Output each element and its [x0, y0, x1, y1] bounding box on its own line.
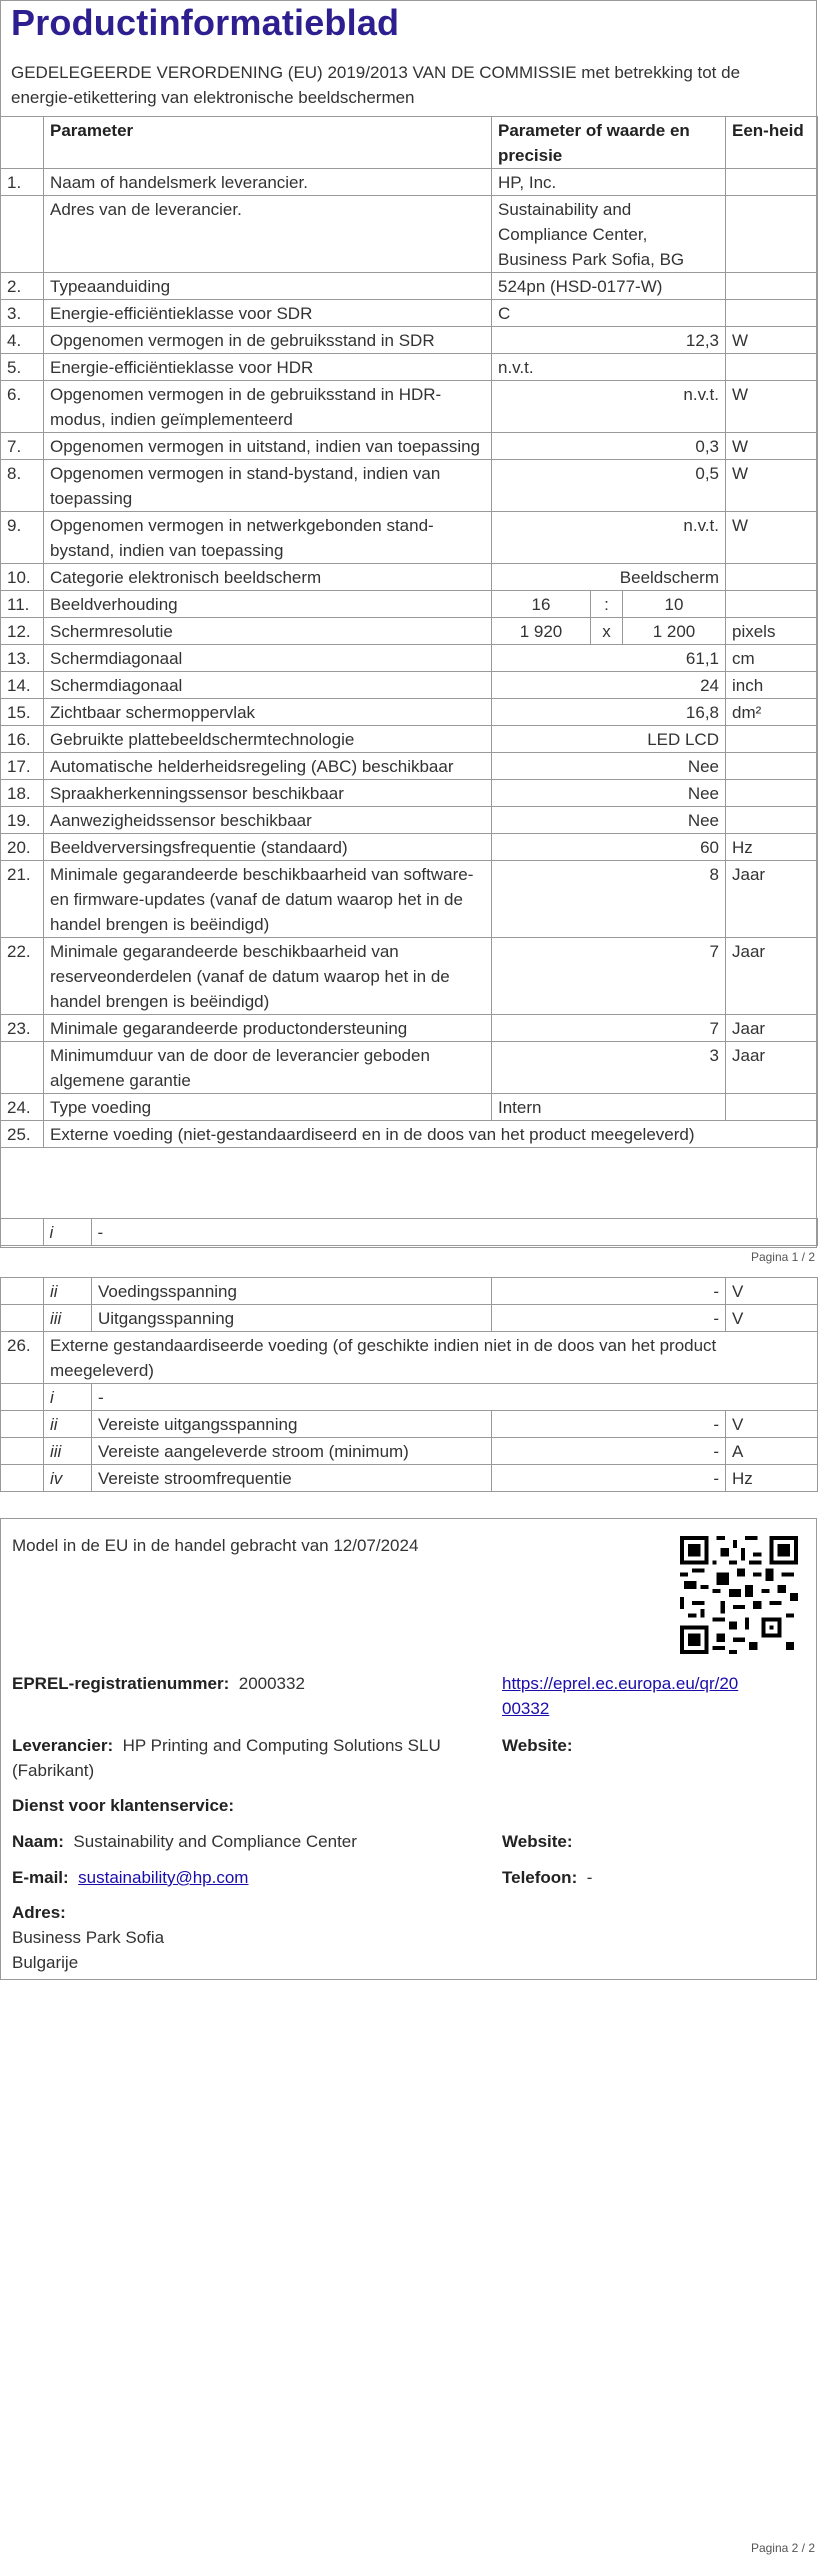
- row-value-2: 1 200: [623, 618, 726, 645]
- row-label: Zichtbaar schermoppervlak: [44, 699, 492, 726]
- row-unit: cm: [726, 645, 818, 672]
- email-label: E-mail:: [12, 1868, 69, 1887]
- eprel-link[interactable]: [502, 1671, 738, 1721]
- table-row: [1, 300, 818, 327]
- row-label: Uitgangsspanning: [92, 1305, 492, 1332]
- customer-service-label: Dienst voor klantenservice:: [12, 1796, 235, 1815]
- row-value: LED LCD: [492, 726, 726, 753]
- table-row: [1, 645, 818, 672]
- row-label: Voedingsspanning: [92, 1278, 492, 1305]
- supplier-role: (Fabrikant): [12, 1761, 95, 1780]
- row-value: -: [92, 1384, 818, 1411]
- row-value: -: [492, 1411, 726, 1438]
- row-label: Typeaanduiding: [44, 273, 492, 300]
- parameter-table-continued: [0, 1277, 818, 1492]
- phone-value: -: [586, 1868, 593, 1887]
- row-label: Minimale gegarandeerde beschikbaarheid van software- en firmware-updates (vanaf de datum waarop het in de handel brengen is beëindigd): [44, 861, 492, 938]
- row-label: Schermdiagonaal: [44, 672, 492, 699]
- row-value: 7: [492, 938, 726, 1015]
- column-header-unit: Een-heid: [726, 117, 818, 169]
- row-number: 26.: [1, 1332, 44, 1384]
- parameter-table: [0, 116, 818, 1148]
- row-label: Opgenomen vermogen in netwerkgebonden stand-bystand, indien van toepassing: [44, 512, 492, 564]
- table-row: [1, 381, 818, 433]
- row-sub-number: iv: [44, 1465, 92, 1492]
- table-row: [1, 433, 818, 460]
- row-value: 16,8: [492, 699, 726, 726]
- table-row: [1, 1015, 818, 1042]
- row-unit: W: [726, 512, 818, 564]
- row-unit: dm²: [726, 699, 818, 726]
- row-sub-number: iii: [44, 1438, 92, 1465]
- row-unit: V: [726, 1278, 818, 1305]
- table-row: [1, 699, 818, 726]
- row-value-1: 16: [492, 591, 591, 618]
- table-row: [1, 1438, 818, 1465]
- row-label: Minimale gegarandeerde productondersteuning: [44, 1015, 492, 1042]
- row-unit: V: [726, 1305, 818, 1332]
- address-line-2: Bulgarije: [12, 1953, 79, 1972]
- qr-code-icon[interactable]: [680, 1536, 798, 1654]
- phone-label: Telefoon:: [502, 1868, 578, 1887]
- page-number-1: Pagina 1 / 2: [750, 1250, 815, 1264]
- table-row: [1, 1042, 818, 1094]
- row-label: Schermdiagonaal: [44, 645, 492, 672]
- row-number: 24.: [1, 1094, 44, 1121]
- row-number: 8.: [1, 460, 44, 512]
- table-row: [1, 512, 818, 564]
- table-row: [1, 273, 818, 300]
- row-value: Nee: [492, 807, 726, 834]
- row-number: 4.: [1, 327, 44, 354]
- row-unit: Jaar: [726, 938, 818, 1015]
- row-label: Automatische helderheidsregeling (ABC) beschikbaar: [44, 753, 492, 780]
- page-number-2: Pagina 2 / 2: [750, 2541, 815, 2555]
- table-row: [1, 169, 818, 196]
- email-link[interactable]: sustainability@hp.com: [78, 1868, 249, 1887]
- row-label: Categorie elektronisch beeldscherm: [44, 564, 492, 591]
- row-number: 16.: [1, 726, 44, 753]
- eprel-link-line-2[interactable]: 00332: [502, 1699, 550, 1718]
- row-sub-number: i: [44, 1384, 92, 1411]
- table-row: [1, 753, 818, 780]
- row-value: 0,5: [492, 460, 726, 512]
- row-unit: inch: [726, 672, 818, 699]
- row-sub-number: ii: [44, 1411, 92, 1438]
- row-separator: :: [591, 591, 623, 618]
- page-title: Productinformatieblad: [11, 2, 400, 43]
- row-label: Adres van de leverancier.: [44, 196, 492, 273]
- row-number: 19.: [1, 807, 44, 834]
- row-label: Naam of handelsmerk leverancier.: [44, 169, 492, 196]
- row-label: Minimumduur van de door de leverancier geboden algemene garantie: [44, 1042, 492, 1094]
- row-value: HP, Inc.: [492, 169, 726, 196]
- row-label: Externe voeding (niet-gestandaardiseerd en in de doos van het product meegeleverd): [44, 1121, 818, 1148]
- eprel-label: EPREL-registratienummer:: [12, 1674, 230, 1693]
- row-value: 24: [492, 672, 726, 699]
- row-number: 5.: [1, 354, 44, 381]
- table-row: [1, 591, 818, 618]
- table-row: [1, 1384, 818, 1411]
- row-label: Type voeding: [44, 1094, 492, 1121]
- row-unit: W: [726, 433, 818, 460]
- supplier-name: HP Printing and Computing Solutions SLU: [122, 1736, 441, 1755]
- table-row: [0, 1219, 817, 1246]
- table-row: [1, 1465, 818, 1492]
- row-unit: pixels: [726, 618, 818, 645]
- table-row: [1, 672, 818, 699]
- row-number: 21.: [1, 861, 44, 938]
- row-value: n.v.t.: [492, 512, 726, 564]
- row-value: -: [91, 1219, 817, 1246]
- row-unit: W: [726, 381, 818, 433]
- row-value-2: 10: [623, 591, 726, 618]
- row-number: 22.: [1, 938, 44, 1015]
- row-number: 14.: [1, 672, 44, 699]
- row-value: 12,3: [492, 327, 726, 354]
- address-label: Adres:: [12, 1903, 66, 1922]
- row-sub-number: iii: [44, 1305, 92, 1332]
- row-value: -: [492, 1438, 726, 1465]
- row-label: Opgenomen vermogen in de gebruiksstand in SDR: [44, 327, 492, 354]
- website-2-label: Website:: [502, 1832, 573, 1851]
- table-row: [1, 460, 818, 512]
- table-row: [1, 618, 818, 645]
- row-value: C: [492, 300, 726, 327]
- row-value: n.v.t.: [492, 354, 726, 381]
- table-row: [1, 780, 818, 807]
- row-unit: Jaar: [726, 1042, 818, 1094]
- row-number: 2.: [1, 273, 44, 300]
- row-label: Vereiste stroomfrequentie: [92, 1465, 492, 1492]
- row-value: 0,3: [492, 433, 726, 460]
- row-number: 13.: [1, 645, 44, 672]
- row-value: -: [492, 1278, 726, 1305]
- row-value: 3: [492, 1042, 726, 1094]
- row-label: Spraakherkenningssensor beschikbaar: [44, 780, 492, 807]
- row-unit: Jaar: [726, 1015, 818, 1042]
- column-header-value: Parameter of waarde en precisie: [492, 117, 726, 169]
- table-row: [1, 1121, 818, 1148]
- row-value: 524pn (HSD-0177-W): [492, 273, 726, 300]
- model-date-text: Model in de EU in de handel gebracht van 12/07/2024: [12, 1536, 419, 1555]
- table-row: [1, 354, 818, 381]
- row-number: 1.: [1, 169, 44, 196]
- row-number: 3.: [1, 300, 44, 327]
- row-label: Minimale gegarandeerde beschikbaarheid van reserveonderdelen (vanaf de datum waarop het in de handel brengen is beëindigd): [44, 938, 492, 1015]
- table-header-row: [1, 117, 818, 169]
- row-value: Sustainability and Compliance Center, Business Park Sofia, BG: [492, 196, 726, 273]
- row-number: 11.: [1, 591, 44, 618]
- row-unit: Hz: [726, 834, 818, 861]
- table-row: [1, 1278, 818, 1305]
- row-number: 10.: [1, 564, 44, 591]
- row-unit: W: [726, 327, 818, 354]
- row-number: 9.: [1, 512, 44, 564]
- row-value: 7: [492, 1015, 726, 1042]
- row-number: 20.: [1, 834, 44, 861]
- row-number: 17.: [1, 753, 44, 780]
- row-label: Beeldverversingsfrequentie (standaard): [44, 834, 492, 861]
- row-label: Externe gestandaardiseerde voeding (of geschikte indien niet in de doos van het product meegeleverd): [44, 1332, 818, 1384]
- row-number: 15.: [1, 699, 44, 726]
- table-row: [1, 726, 818, 753]
- name-label: Naam:: [12, 1832, 64, 1851]
- row-label: Schermresolutie: [44, 618, 492, 645]
- row-value: 60: [492, 834, 726, 861]
- row-sub-number: i: [43, 1219, 91, 1246]
- row-value: Intern: [492, 1094, 726, 1121]
- table-row: [1, 196, 818, 273]
- row-number: 18.: [1, 780, 44, 807]
- column-header-parameter: Parameter: [44, 117, 492, 169]
- eprel-info-card: [0, 1518, 817, 1980]
- page-subtitle: GEDELEGEERDE VERORDENING (EU) 2019/2013 VAN DE COMMISSIE met betrekking tot de energie-etikettering van elektronische beeldschermen: [11, 63, 741, 107]
- row-sub-number: ii: [44, 1278, 92, 1305]
- row-label: Energie-efficiëntieklasse voor SDR: [44, 300, 492, 327]
- row-number: 25.: [1, 1121, 44, 1148]
- row-number: 12.: [1, 618, 44, 645]
- row-label: Opgenomen vermogen in de gebruiksstand in HDR-modus, indien geïmplementeerd: [44, 381, 492, 433]
- row-value: Nee: [492, 780, 726, 807]
- row-separator: x: [591, 618, 623, 645]
- row-value: 61,1: [492, 645, 726, 672]
- table-row: [1, 807, 818, 834]
- row-label: Opgenomen vermogen in stand-bystand, indien van toepassing: [44, 460, 492, 512]
- table-row: [1, 834, 818, 861]
- eprel-number: 2000332: [238, 1674, 305, 1693]
- row-label: Beeldverhouding: [44, 591, 492, 618]
- table-row: [1, 1094, 818, 1121]
- table-row: [1, 1411, 818, 1438]
- row-value-1: 1 920: [492, 618, 591, 645]
- row-value: n.v.t.: [492, 381, 726, 433]
- website-label: Website:: [502, 1736, 573, 1755]
- row-unit: Jaar: [726, 861, 818, 938]
- row-unit: W: [726, 460, 818, 512]
- row-number: 6.: [1, 381, 44, 433]
- row-number: 7.: [1, 433, 44, 460]
- row-label: Vereiste uitgangsspanning: [92, 1411, 492, 1438]
- row-unit: V: [726, 1411, 818, 1438]
- row-label: Aanwezigheidssensor beschikbaar: [44, 807, 492, 834]
- eprel-link-line-1[interactable]: https://eprel.ec.europa.eu/qr/20: [502, 1674, 739, 1693]
- row-number: 23.: [1, 1015, 44, 1042]
- table-row: [1, 1332, 818, 1384]
- name-value: Sustainability and Compliance Center: [73, 1832, 357, 1851]
- row-value: -: [492, 1465, 726, 1492]
- table-row: [1, 1305, 818, 1332]
- table-row: [1, 564, 818, 591]
- row-label: Vereiste aangeleverde stroom (minimum): [92, 1438, 492, 1465]
- row-value: 8: [492, 861, 726, 938]
- row-value: Nee: [492, 753, 726, 780]
- table-row: [1, 861, 818, 938]
- row-value: -: [492, 1305, 726, 1332]
- row-unit: A: [726, 1438, 818, 1465]
- row-label: Gebruikte plattebeeldschermtechnologie: [44, 726, 492, 753]
- table-row: [1, 938, 818, 1015]
- table-row: [1, 327, 818, 354]
- row-label: Energie-efficiëntieklasse voor HDR: [44, 354, 492, 381]
- row-unit: Hz: [726, 1465, 818, 1492]
- address-line-1: Business Park Sofia: [12, 1928, 165, 1947]
- sub-row-table-25i: [0, 1218, 818, 1246]
- supplier-label: Leverancier:: [12, 1736, 114, 1755]
- row-value: Beeldscherm: [492, 564, 726, 591]
- row-label: Opgenomen vermogen in uitstand, indien van toepassing: [44, 433, 492, 460]
